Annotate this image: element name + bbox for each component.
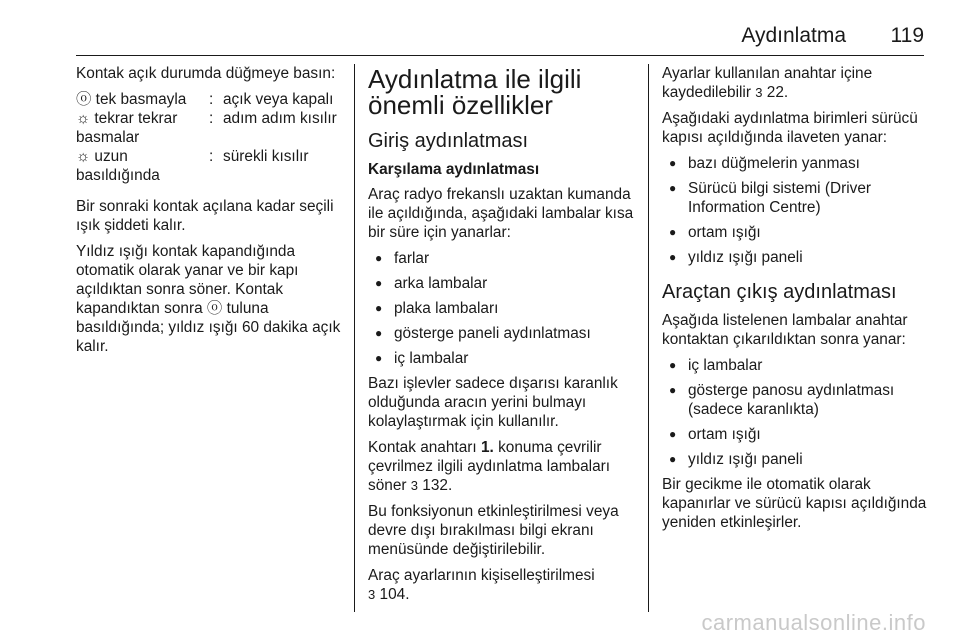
paragraph <box>662 64 928 102</box>
page-reference[interactable]: 104. <box>379 586 410 603</box>
page-ref-arrow-icon: 3 <box>755 85 763 100</box>
list-item: ● bazı düğmelerin yanması <box>662 154 928 173</box>
table-value: sürekli kısılır <box>223 148 309 165</box>
list-item: ● farlar <box>368 249 636 268</box>
paragraph: Bazı işlevler sadece dışarısı karanlık olduğunda aracın yerini bulmayı kolaylaştırmak için kullanılır. <box>368 375 618 430</box>
paragraph: Bir sonraki kontak açılana kadar seçili ışık şiddeti kalır. <box>76 198 334 234</box>
intro-text: Kontak açık durumda düğmeye basın: <box>76 65 336 82</box>
table-key: ☼ uzun basıldığında <box>76 148 160 184</box>
column-2 <box>368 64 636 611</box>
section-heading: Araçtan çıkış aydınlatması <box>662 281 897 303</box>
chapter-heading: Aydınlatma ile ilgili önemli özellikler <box>368 64 582 120</box>
page-ref-arrow-icon: 3 <box>410 478 419 493</box>
column-1 <box>76 64 344 363</box>
table-key: ⓞ tek basmayla <box>76 91 187 108</box>
section-title: Aydınlatma <box>741 24 846 47</box>
table-sep: : <box>209 91 214 108</box>
list-item: ● iç lambalar <box>662 356 928 375</box>
button-function-table <box>76 90 344 185</box>
paragraph: Aşağıda listelenen lambalar anahtar kontaktan çıkarıldıktan sonra yanar: <box>662 312 908 348</box>
paragraph: Araç radyo frekanslı uzaktan kumanda ile açıldığında, aşağıdaki lambalar kısa bir süre için yanarlar: <box>368 186 634 241</box>
list-item: ● gösterge paneli aydınlatması <box>368 324 636 343</box>
list-item: ● iç lambalar <box>368 349 636 368</box>
header-rule <box>76 55 924 56</box>
column-divider-2 <box>648 64 649 612</box>
paragraph: Bir gecikme ile otomatik olarak kapanırlar ve sürücü kapısı açıldığında yeniden etkinleşirler. <box>662 476 927 531</box>
text: Kontak anahtarı <box>368 439 481 456</box>
list-item: ● yıldız ışığı paneli <box>662 450 928 469</box>
list-item: ● ortam ışığı <box>662 223 928 242</box>
column-3 <box>662 64 928 539</box>
paragraph: Bu fonksiyonun etkinleştirilmesi veya devre dışı bırakılması bilgi ekranı menüsünde değiştirilebilir. <box>368 503 619 558</box>
table-value: açık veya kapalı <box>223 91 334 108</box>
column-divider-1 <box>354 64 355 612</box>
list-item: ● yıldız ışığı paneli <box>662 248 928 267</box>
table-row <box>76 147 344 185</box>
table-key: ☼ tekrar tekrar basmalar <box>76 110 178 146</box>
text: konuma çevrilir çevrilmez ilgili aydınlatma lambaları söner <box>368 439 611 494</box>
section-heading: Giriş aydınlatması <box>368 130 529 152</box>
bullet-list <box>662 356 928 469</box>
table-value: adım adım kısılır <box>223 110 337 127</box>
paragraph <box>368 438 636 495</box>
table-sep: : <box>209 110 214 127</box>
bullet-list <box>662 154 928 267</box>
table-sep: : <box>209 148 214 165</box>
page-number: 119 <box>890 24 924 47</box>
watermark: carmanualsonline.info <box>701 610 926 635</box>
paragraph <box>368 566 636 604</box>
list-item: ● plaka lambaları <box>368 299 636 318</box>
paragraph: Yıldız ışığı kontak kapandığında otomatik olarak yanar ve bir kapı açıldıktan sonra söner. Kontak kapandıktan sonra ⓞ tuluna basıldığında; yıldız ışığı 60 dakika açık kalır. <box>76 243 341 355</box>
bullet-list <box>368 249 636 368</box>
list-item: ● Sürücü bilgi sistemi (Driver Information Centre) <box>662 179 928 217</box>
list-item: ● arka lambalar <box>368 274 636 293</box>
page-reference[interactable]: 132. <box>422 477 453 494</box>
text: Ayarlar kullanılan anahtar içine kaydedilebilir <box>662 65 873 101</box>
table-row <box>76 109 344 147</box>
page-ref-arrow-icon: 3 <box>368 587 376 602</box>
table-row <box>76 90 344 109</box>
list-item: ● ortam ışığı <box>662 425 928 444</box>
bold-text: 1. <box>480 439 494 456</box>
page-header <box>36 24 924 58</box>
paragraph: Aşağıdaki aydınlatma birimleri sürücü kapısı açıldığında ilaveten yanar: <box>662 110 918 146</box>
text: Araç ayarlarının kişiselleştirilmesi <box>368 567 595 584</box>
list-item: ● gösterge panosu aydınlatması (sadece karanlıkta) <box>662 381 928 419</box>
subsection-heading: Karşılama aydınlatması <box>368 161 540 178</box>
page-reference[interactable]: 22. <box>766 84 789 101</box>
